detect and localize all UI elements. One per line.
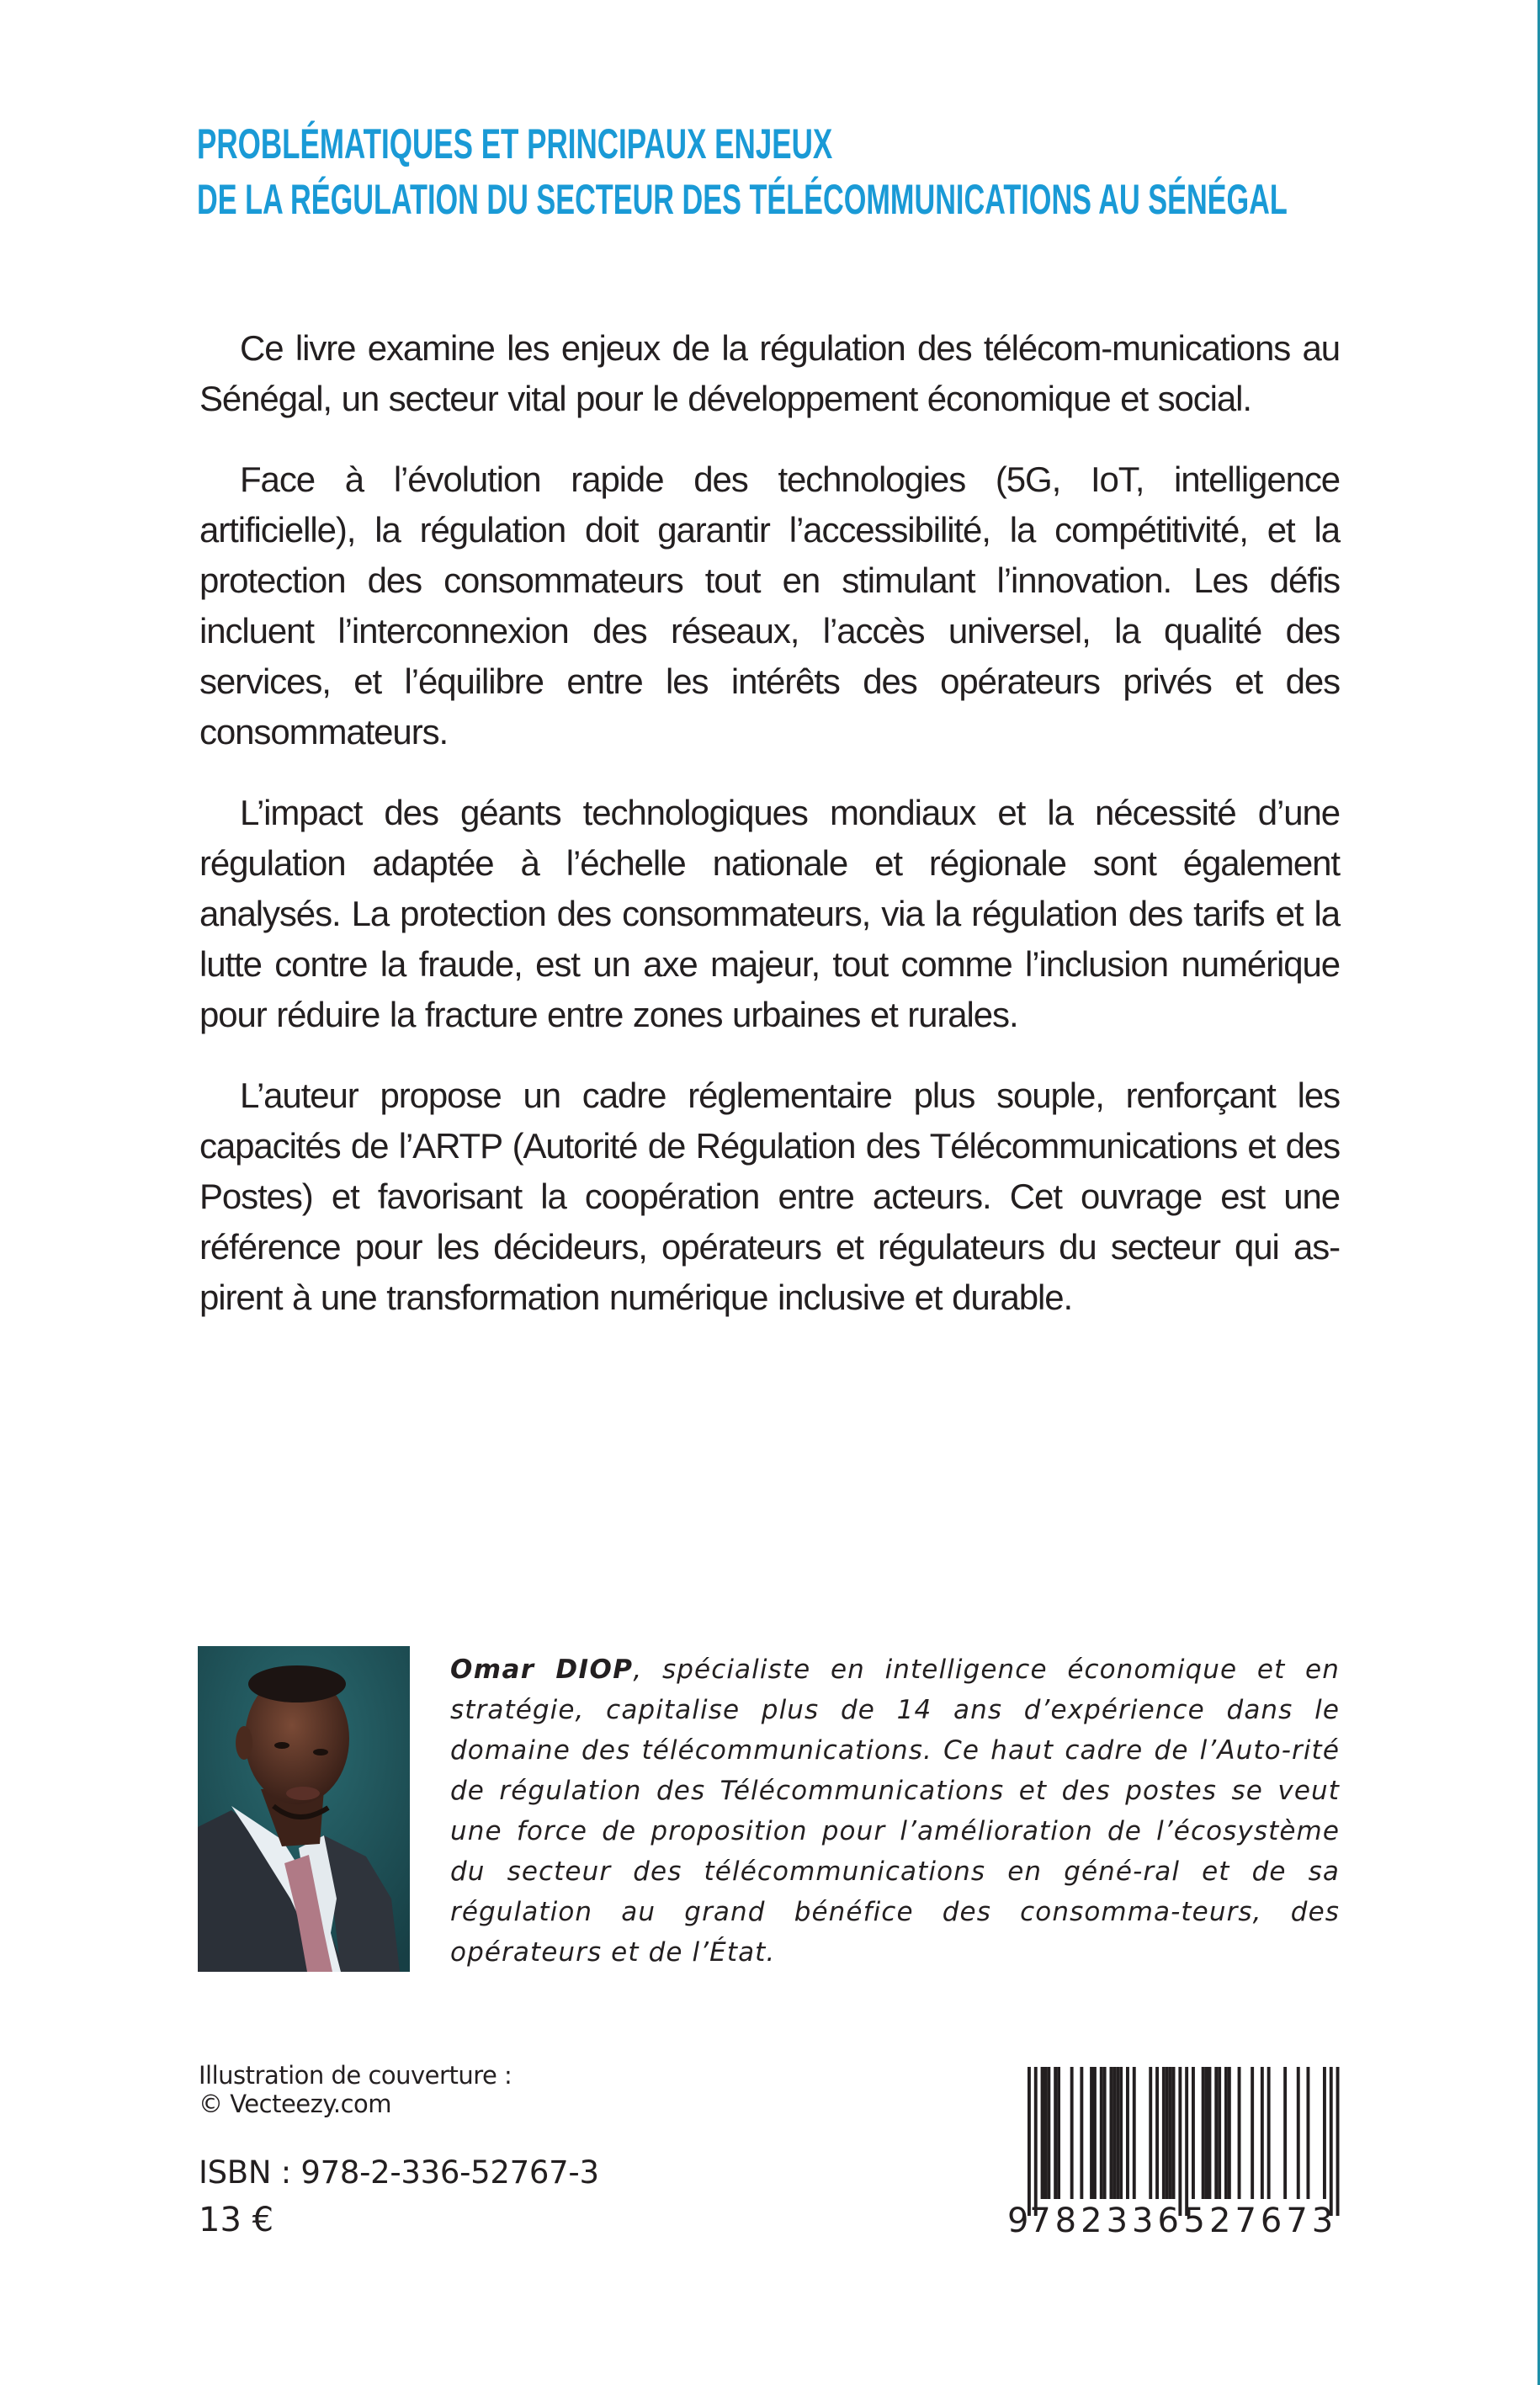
cover-illustration-credit xyxy=(199,2061,512,2118)
credit-label: Illustration de couverture : xyxy=(199,2061,512,2090)
summary-paragraph-2: Face à l’évolution rapide des technologies (5G, IoT, intelligence artificielle), la régulation doit garantir l’accessibilité, la compétitivité, et la protection des consommateurs tout en stimulant l’innovation. Les défis incluent l’interconnexion des réseaux, l’accès universel, la qualité des services, et l’équilibre entre les intérêts des opérateurs privés et des consommateurs. xyxy=(199,459,1340,752)
summary-paragraph-4: L’auteur propose un cadre réglementaire plus souple, renforçant les capacités de l’ARTP (Autorité de Régulation des Télécommunications et des Postes) et favorisant la coopération entre acteurs. Cet ouvrage est une référence pour les décideurs, opérateurs et régulateurs du secteur qui as-pirent à une transformation numérique inclusive et durable. xyxy=(199,1076,1340,1317)
book-title xyxy=(197,116,1375,227)
summary-paragraph-1: Ce livre examine les enjeux de la régulation des télécom-munications au Sénégal, un secteur vital pour le développement économique et social. xyxy=(199,328,1340,418)
summary-paragraph-3: L’impact des géants technologiques mondiaux et la nécessité d’une régulation adaptée à l’échelle nationale et régionale sont également analysés. La protection des consommateurs, via la régulation des tarifs et la lutte contre la fraude, est un axe majeur, tout comme l’inclusion numérique pour réduire la fracture entre zones urbaines et rurales. xyxy=(199,793,1340,1034)
author-photo xyxy=(198,1646,410,1972)
barcode-icon xyxy=(996,2053,1349,2247)
book-title-line-1: PROBLÉMATIQUES ET PRINCIPAUX ENJEUX xyxy=(197,120,833,167)
author-portrait-icon xyxy=(198,1646,410,1972)
svg-text:527673: 527673 xyxy=(1183,2202,1338,2240)
svg-text:9: 9 xyxy=(1007,2202,1033,2240)
svg-text:782336: 782336 xyxy=(1029,2202,1183,2240)
isbn-barcode xyxy=(996,2053,1349,2247)
author-bio-text: , spécialiste en intelligence économique et en stratégie, capitalise plus de 14 ans d’expérience dans le domaine des télécommunications. Ce haut cadre de l’Auto-rité de régulation des Télécommunications et des postes se veut une force de proposition pour l’amélioration de l’écosystème du secteur des télécommunications en géné-ral et de sa régulation au grand bénéfice des consomma-teurs, des opérateurs et de l’État. xyxy=(450,1655,1340,1968)
book-price: 13 € xyxy=(199,2201,274,2239)
author-name: Omar DIOP xyxy=(450,1655,634,1685)
author-bio xyxy=(450,1649,1340,1973)
book-summary xyxy=(199,323,1340,1353)
book-title-line-2: DE LA RÉGULATION DU SECTEUR DES TÉLÉCOMMUNICATIONS AU SÉNÉGAL xyxy=(197,176,1288,223)
isbn-number: ISBN : 978-2-336-52767-3 xyxy=(199,2154,599,2191)
credit-value: © Vecteezy.com xyxy=(199,2090,392,2118)
